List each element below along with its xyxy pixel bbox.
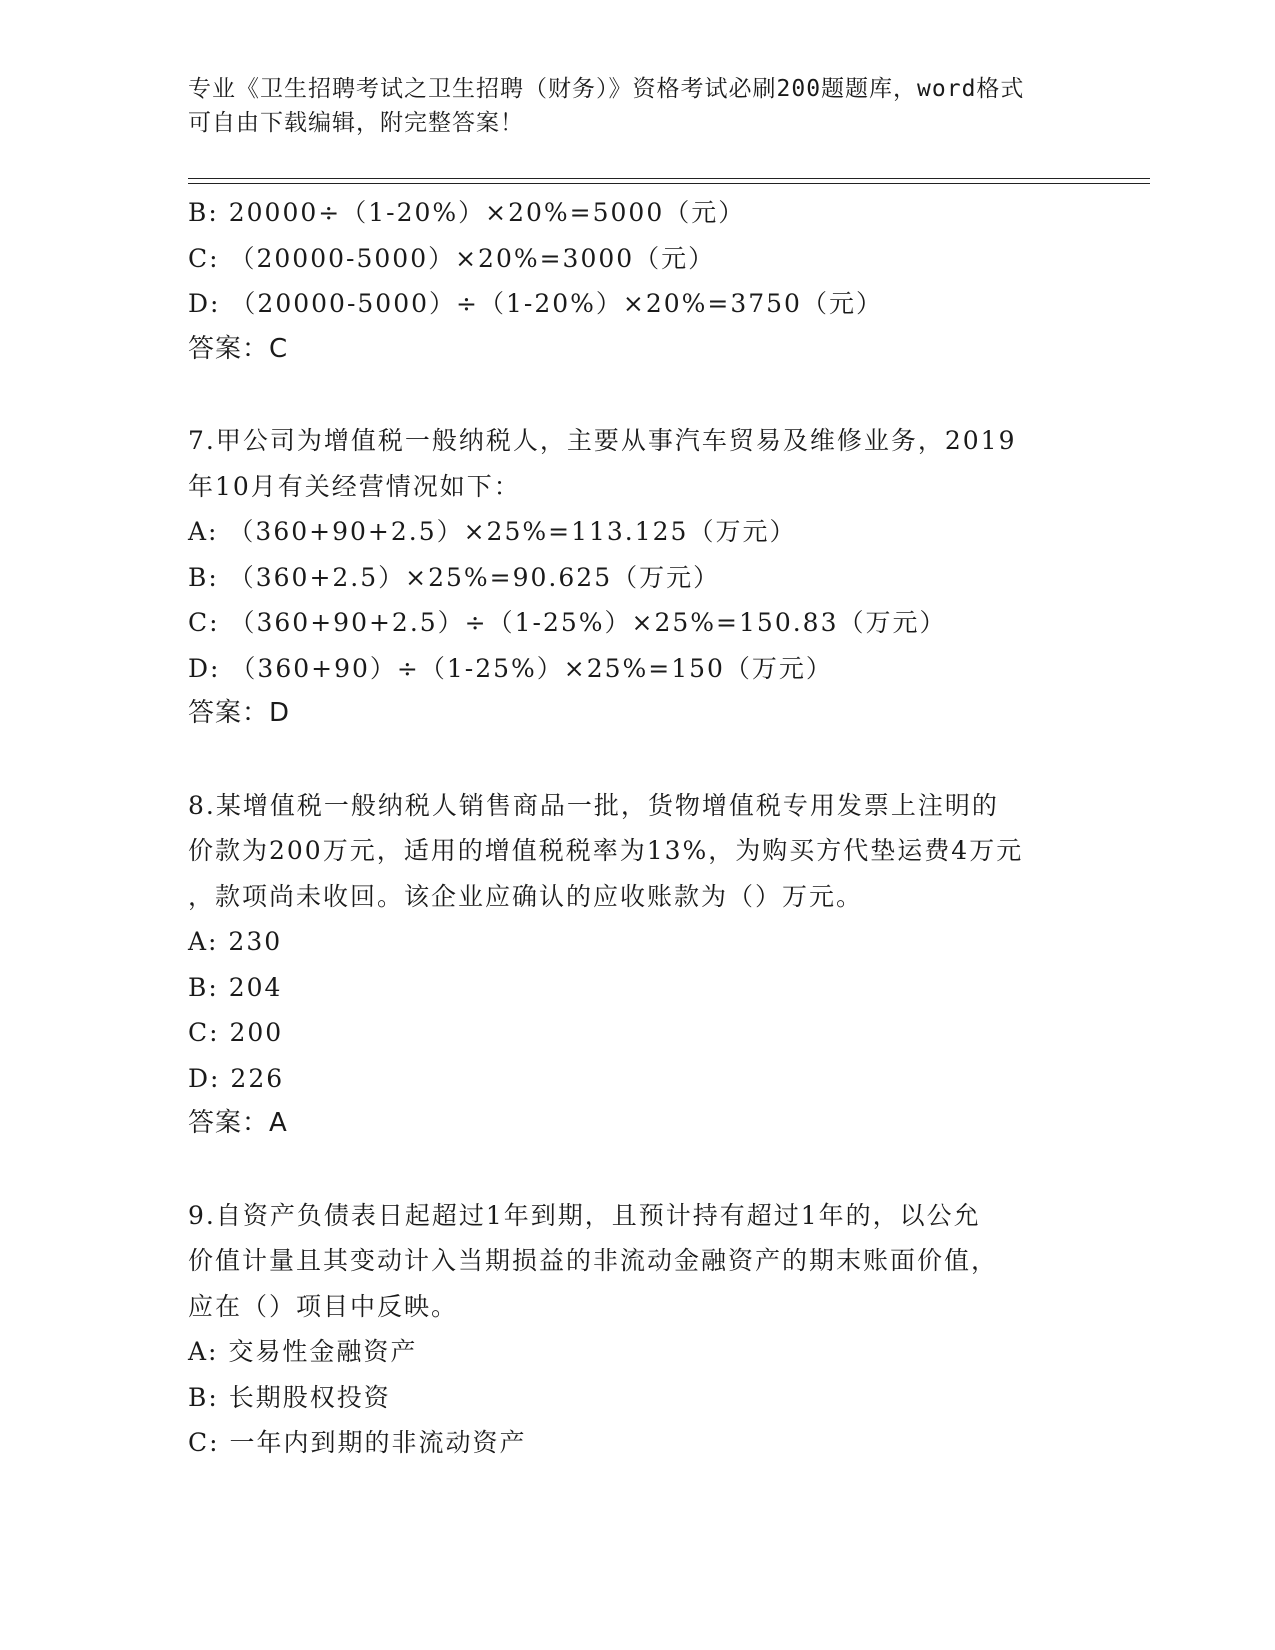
question-7 [188, 418, 1088, 737]
question-8 [188, 783, 1088, 1147]
q7-option-c: C: （360+90+2.5）÷（1-25%）×25%=150.83（万元） [188, 608, 947, 637]
q7-option-d: D: （360+90）÷（1-25%）×25%=150（万元） [188, 653, 833, 683]
q8-answer: 答案：A [188, 1108, 288, 1138]
q8-option-d: D: 226 [188, 1063, 285, 1093]
q8-stem-line-1: 8.某增值税一般纳税人销售商品一批，货物增值税专用发票上注明的 [188, 790, 999, 820]
spacer [188, 372, 1088, 418]
q6-option-c: C: （20000-5000）×20%=3000（元） [188, 243, 716, 273]
spacer [188, 1147, 1088, 1193]
document-body [188, 190, 1088, 1466]
question-6-tail [188, 190, 1088, 372]
q9-stem-line-1: 9.自资产负债表日起超过1年到期，且预计持有超过1年的，以公允 [188, 1200, 981, 1230]
header-divider-top [188, 178, 1150, 179]
header-divider-bottom [188, 183, 1150, 184]
question-9 [188, 1193, 1088, 1466]
q9-option-c: C: 一年内到期的非流动资产 [188, 1428, 527, 1457]
spacer [188, 737, 1088, 783]
q6-option-d: D: （20000-5000）÷（1-20%）×20%=3750（元） [188, 289, 883, 318]
q8-option-c: C: 200 [188, 1018, 284, 1047]
q8-stem-line-3: ，款项尚未收回。该企业应确认的应收账款为（）万元。 [188, 881, 864, 911]
q9-option-b: B: 长期股权投资 [188, 1382, 391, 1412]
q7-stem-line-1: 7.甲公司为增值税一般纳税人，主要从事汽车贸易及维修业务，2019 [188, 426, 1017, 455]
q7-stem-line-2: 年10月有关经营情况如下： [188, 471, 521, 501]
q9-stem-line-2: 价值计量且其变动计入当期损益的非流动金融资产的期末账面价值， [188, 1246, 999, 1275]
q9-stem-line-3: 应在（）项目中反映。 [188, 1291, 459, 1321]
q7-option-a: A: （360+90+2.5）×25%=113.125（万元） [188, 517, 797, 546]
header-line-1: 专业《卫生招聘考试之卫生招聘（财务）》资格考试必刷200题题库，word格式 [188, 76, 1025, 102]
q8-option-b: B: 204 [188, 972, 283, 1002]
q6-option-b: B: 20000÷（1-20%）×20%=5000（元） [188, 198, 746, 227]
document-header [188, 72, 1088, 140]
header-line-2: 可自由下载编辑，附完整答案！ [188, 110, 524, 136]
q8-stem-line-2: 价款为200万元，适用的增值税税率为13%，为购买方代垫运费4万元 [188, 836, 1024, 865]
q8-option-a: A: 230 [188, 927, 283, 956]
q7-answer: 答案：D [188, 698, 291, 728]
q6-answer: 答案：C [188, 333, 289, 364]
q7-option-b: B: （360+2.5）×25%=90.625（万元） [188, 562, 721, 592]
q9-option-a: A: 交易性金融资产 [188, 1337, 418, 1366]
